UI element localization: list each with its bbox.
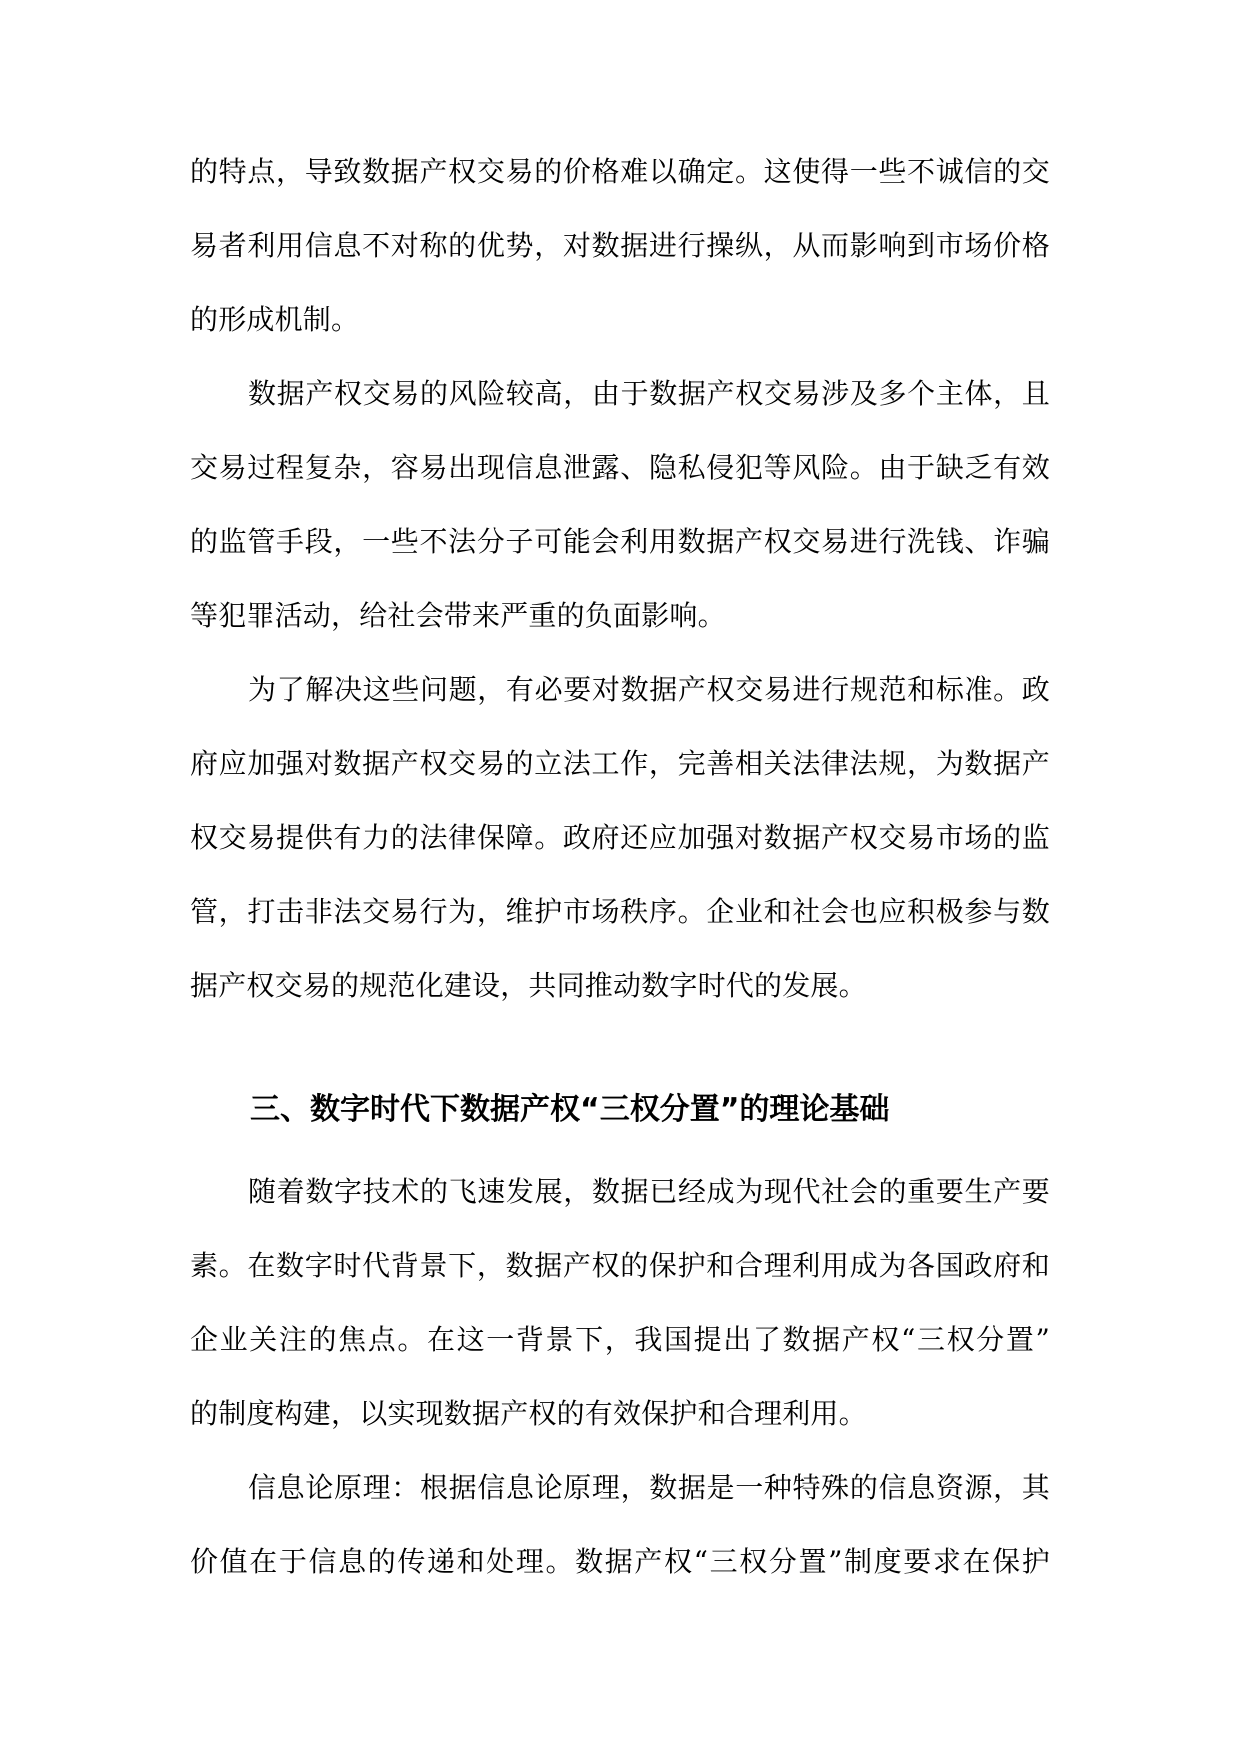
text-line: 权交易提供有力的法律保障。政府还应加强对数据产权交易市场的监 xyxy=(190,821,1050,854)
text-line: 的制度构建，以实现数据产权的有效保护和合理利用。 xyxy=(190,1397,867,1430)
text-line: 府应加强对数据产权交易的立法工作，完善相关法律法规，为数据产 xyxy=(190,747,1050,780)
text-line: 随着数字技术的飞速发展，数据已经成为现代社会的重要生产要 xyxy=(248,1175,1050,1208)
text-line: 为了解决这些问题，有必要对数据产权交易进行规范和标准。政 xyxy=(248,673,1050,706)
section-heading: 三、数字时代下数据产权“三权分置”的理论基础 xyxy=(250,1092,890,1127)
text-line: 易者利用信息不对称的优势，对数据进行操纵，从而影响到市场价格 xyxy=(190,229,1050,262)
text-line: 企业关注的焦点。在这一背景下，我国提出了数据产权“三权分置” xyxy=(190,1323,1050,1356)
text-line: 的形成机制。 xyxy=(190,303,360,336)
text-line: 信息论原理：根据信息论原理，数据是一种特殊的信息资源，其 xyxy=(248,1471,1050,1504)
text-line: 等犯罪活动，给社会带来严重的负面影响。 xyxy=(190,599,726,632)
text-line: 数据产权交易的风险较高，由于数据产权交易涉及多个主体，且 xyxy=(248,377,1050,410)
text-line: 的监管手段，一些不法分子可能会利用数据产权交易进行洗钱、诈骗 xyxy=(190,525,1050,558)
text-line: 价值在于信息的传递和处理。数据产权“三权分置”制度要求在保护 xyxy=(190,1545,1050,1578)
text-line: 素。在数字时代背景下，数据产权的保护和合理利用成为各国政府和 xyxy=(190,1249,1050,1282)
text-line: 据产权交易的规范化建设，共同推动数字时代的发展。 xyxy=(190,969,867,1002)
text-line: 管，打击非法交易行为，维护市场秩序。企业和社会也应积极参与数 xyxy=(190,895,1050,928)
text-line: 的特点，导致数据产权交易的价格难以确定。这使得一些不诚信的交 xyxy=(190,155,1050,188)
text-line: 交易过程复杂，容易出现信息泄露、隐私侵犯等风险。由于缺乏有效 xyxy=(190,451,1050,484)
